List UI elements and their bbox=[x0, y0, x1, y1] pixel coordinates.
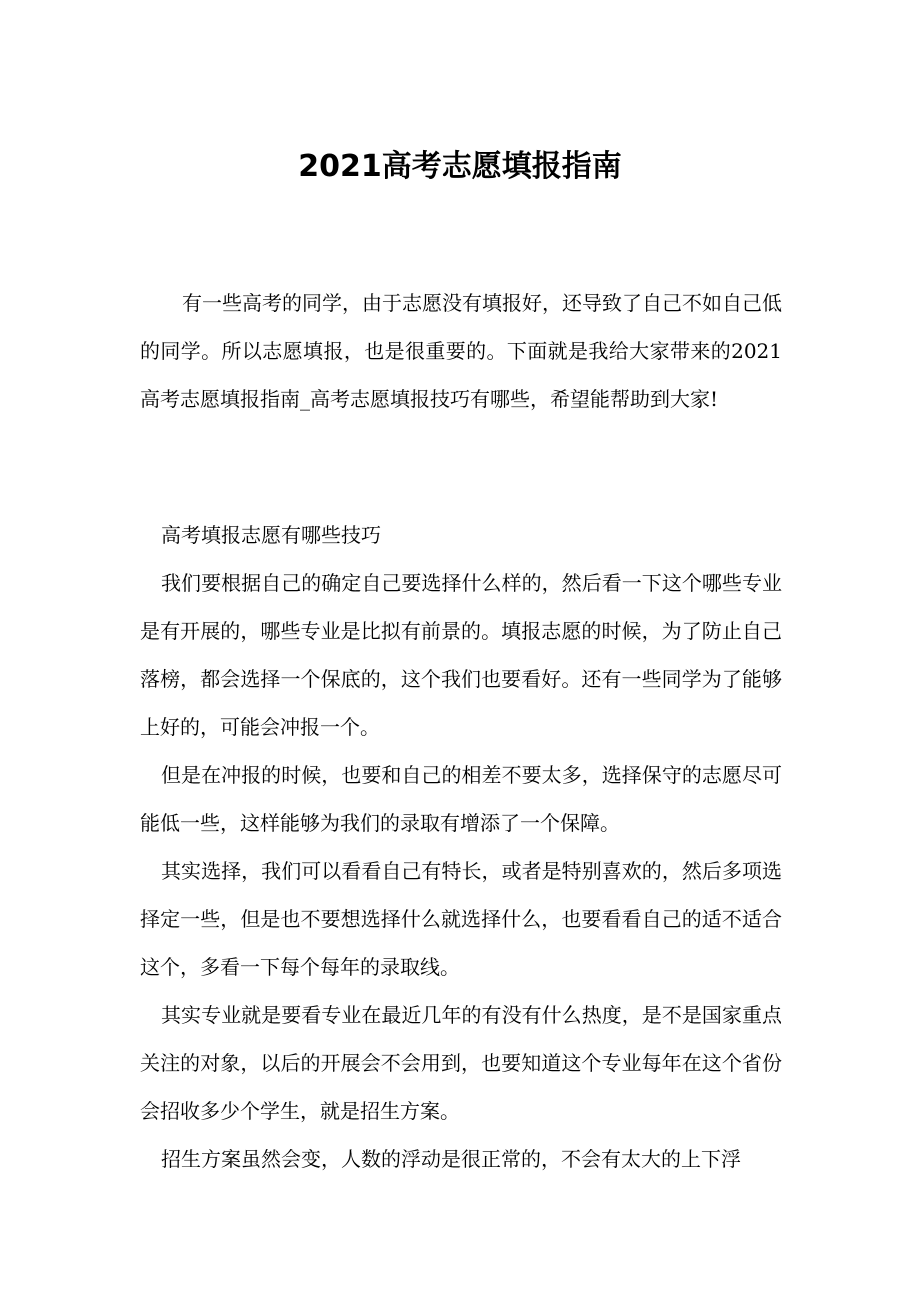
body-paragraph: 但是在冲报的时候，也要和自己的相差不要太多，选择保守的志愿尽可能低一些，这样能够为我们的录取有增添了一个保障。 bbox=[140, 763, 782, 835]
body-paragraph: 我们要根据自己的确定自己要选择什么样的，然后看一下这个哪些专业是有开展的，哪些专业是比拟有前景的。填报志愿的时候，为了防止自己落榜，都会选择一个保底的，这个我们也要看好。还有一些同学为了能够上好的，可能会冲报一个。 bbox=[140, 571, 782, 739]
section-heading: 高考填报志愿有哪些技巧 bbox=[161, 523, 381, 547]
tips-section bbox=[140, 511, 782, 1183]
body-paragraph: 招生方案虽然会变，人数的浮动是很正常的，不会有太大的上下浮 bbox=[161, 1147, 741, 1171]
intro-paragraph: 有一些高考的同学，由于志愿没有填报好，还导致了自己不如自己低的同学。所以志愿填报，也是很重要的。下面就是我给大家带来的2021高考志愿填报指南_高考志愿填报技巧有哪些，希望能帮助到大家! bbox=[140, 291, 782, 411]
body-paragraph: 其实专业就是要看专业在最近几年的有没有什么热度，是不是国家重点关注的对象，以后的开展会不会用到，也要知道这个专业每年在这个省份会招收多少个学生，就是招生方案。 bbox=[140, 1003, 782, 1123]
page-title: 2021高考志愿填报指南 bbox=[298, 149, 622, 184]
body-paragraph: 其实选择，我们可以看看自己有特长，或者是特别喜欢的，然后多项选择定一些，但是也不要想选择什么就选择什么，也要看看自己的适不适合这个，多看一下每个每年的录取线。 bbox=[140, 859, 782, 979]
